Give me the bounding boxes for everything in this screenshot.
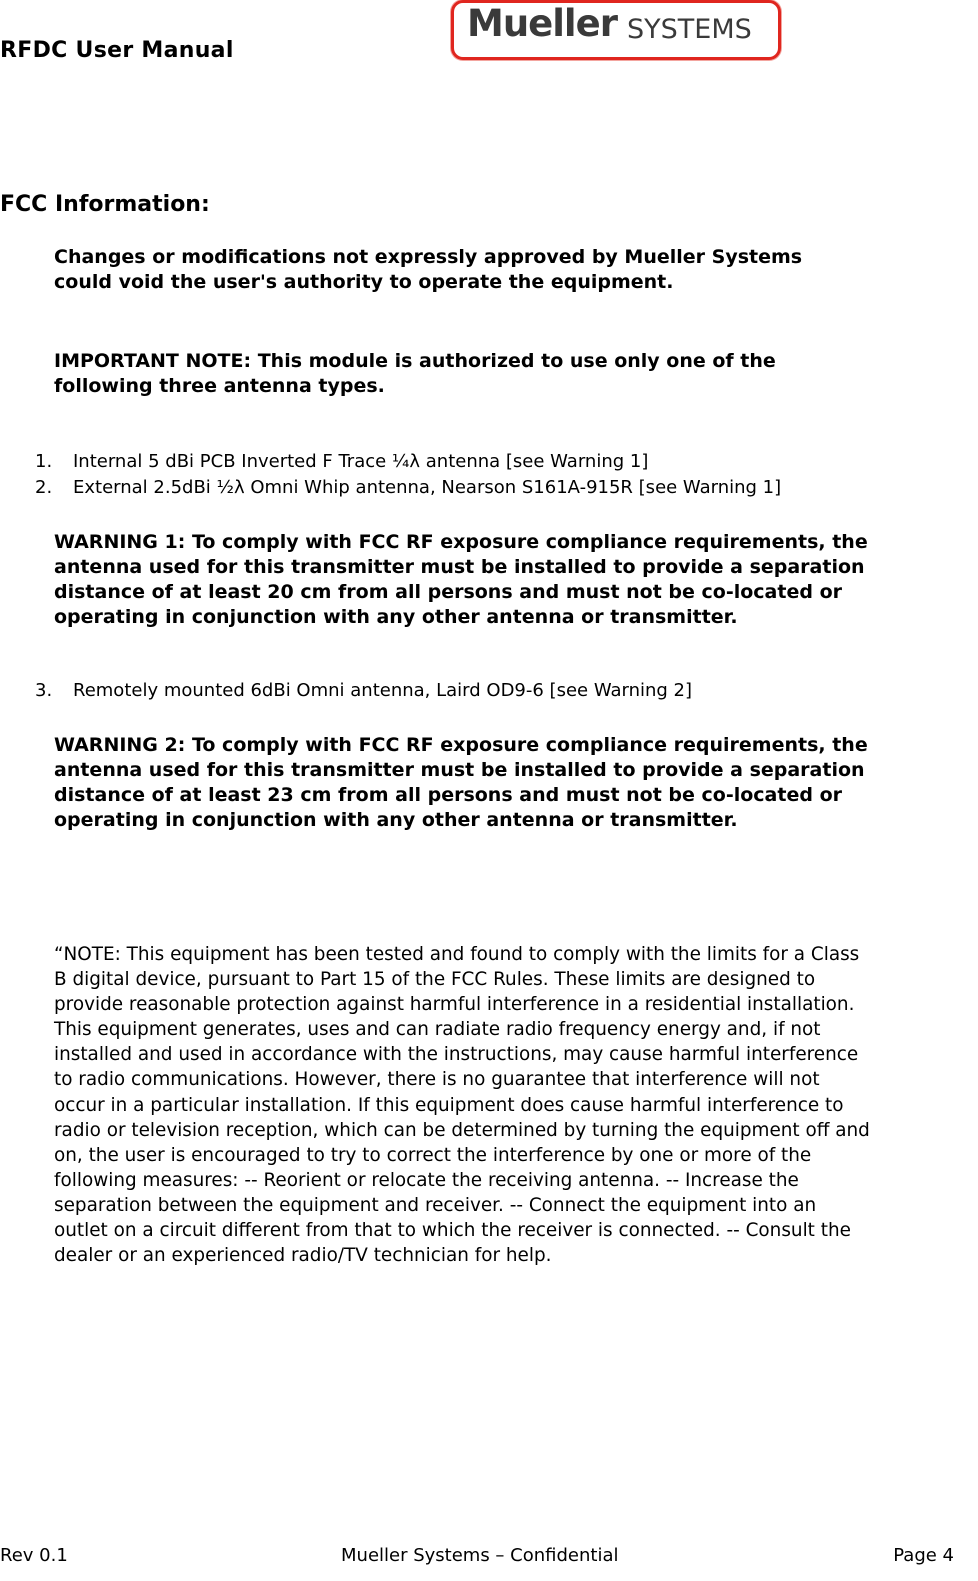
document-title: RFDC User Manual bbox=[0, 38, 234, 63]
logo-suffix: SYSTEMS bbox=[627, 14, 752, 45]
fcc-class-b-note: “NOTE: This equipment has been tested and found to comply with the limits for a Class B digital device, pursuant to Part 15 of the FCC Rules. These limits are designed to provide reasonable protection against harmful interference in a residential installation. This equipment generates, uses and can radiate radio frequency energy and, if not installed and used in accordance with the instructions, may cause harmful interference to radio communications. However, there is no guarantee that interference will not occur in a particular installation. If this equipment does cause harmful interference to radio or television reception, which can be determined by turning the equipment off and on, the user is encouraged to try to correct the interference by one or more of the following measures: -- Reorient or relocate the receiving antenna. -- Increase the separation between the equipment and receiver. -- Connect the equipment into an outlet on a circuit different from that to which the receiver is connected. -- Consult the dealer or an experienced radio/TV technician for help. bbox=[54, 944, 870, 1267]
list-item bbox=[0, 679, 978, 703]
mueller-systems-logo bbox=[451, 0, 779, 60]
list-text: Remotely mounted 6dBi Omni antenna, Laird OD9-6 [see Warning 2] bbox=[73, 680, 693, 701]
footer-page-number: Page 4 bbox=[893, 1545, 954, 1566]
section-title: FCC Information: bbox=[0, 192, 210, 217]
logo-brand: Mueller bbox=[467, 2, 617, 45]
list-text: Internal 5 dBi PCB Inverted F Trace ¼λ antenna [see Warning 1] bbox=[73, 451, 649, 472]
list-number: 3. bbox=[35, 680, 53, 701]
footer-revision: Rev 0.1 bbox=[0, 1545, 68, 1566]
important-note: IMPORTANT NOTE: This module is authorized to use only one of the following three antenna types. bbox=[54, 350, 776, 397]
list-text: External 2.5dBi ½λ Omni Whip antenna, Nearson S161A-915R [see Warning 1] bbox=[73, 477, 782, 498]
list-item bbox=[0, 476, 978, 500]
list-number: 1. bbox=[35, 451, 53, 472]
warning-2: WARNING 2: To comply with FCC RF exposure compliance requirements, the antenna used for this transmitter must be installed to provide a separation distance of at least 23 cm from all persons and must not be co-located or operating in conjunction with any other antenna or transmitter. bbox=[54, 734, 868, 831]
modifications-notice: Changes or modifications not expressly approved by Mueller Systems could void the user's authority to operate the equipment. bbox=[54, 246, 803, 293]
warning-1: WARNING 1: To comply with FCC RF exposure compliance requirements, the antenna used for this transmitter must be installed to provide a separation distance of at least 20 cm from all persons and must not be co-located or operating in conjunction with any other antenna or transmitter. bbox=[54, 531, 868, 628]
footer-confidential: Mueller Systems – Confidential bbox=[341, 1545, 619, 1566]
list-item bbox=[0, 450, 978, 474]
list-number: 2. bbox=[35, 477, 53, 498]
